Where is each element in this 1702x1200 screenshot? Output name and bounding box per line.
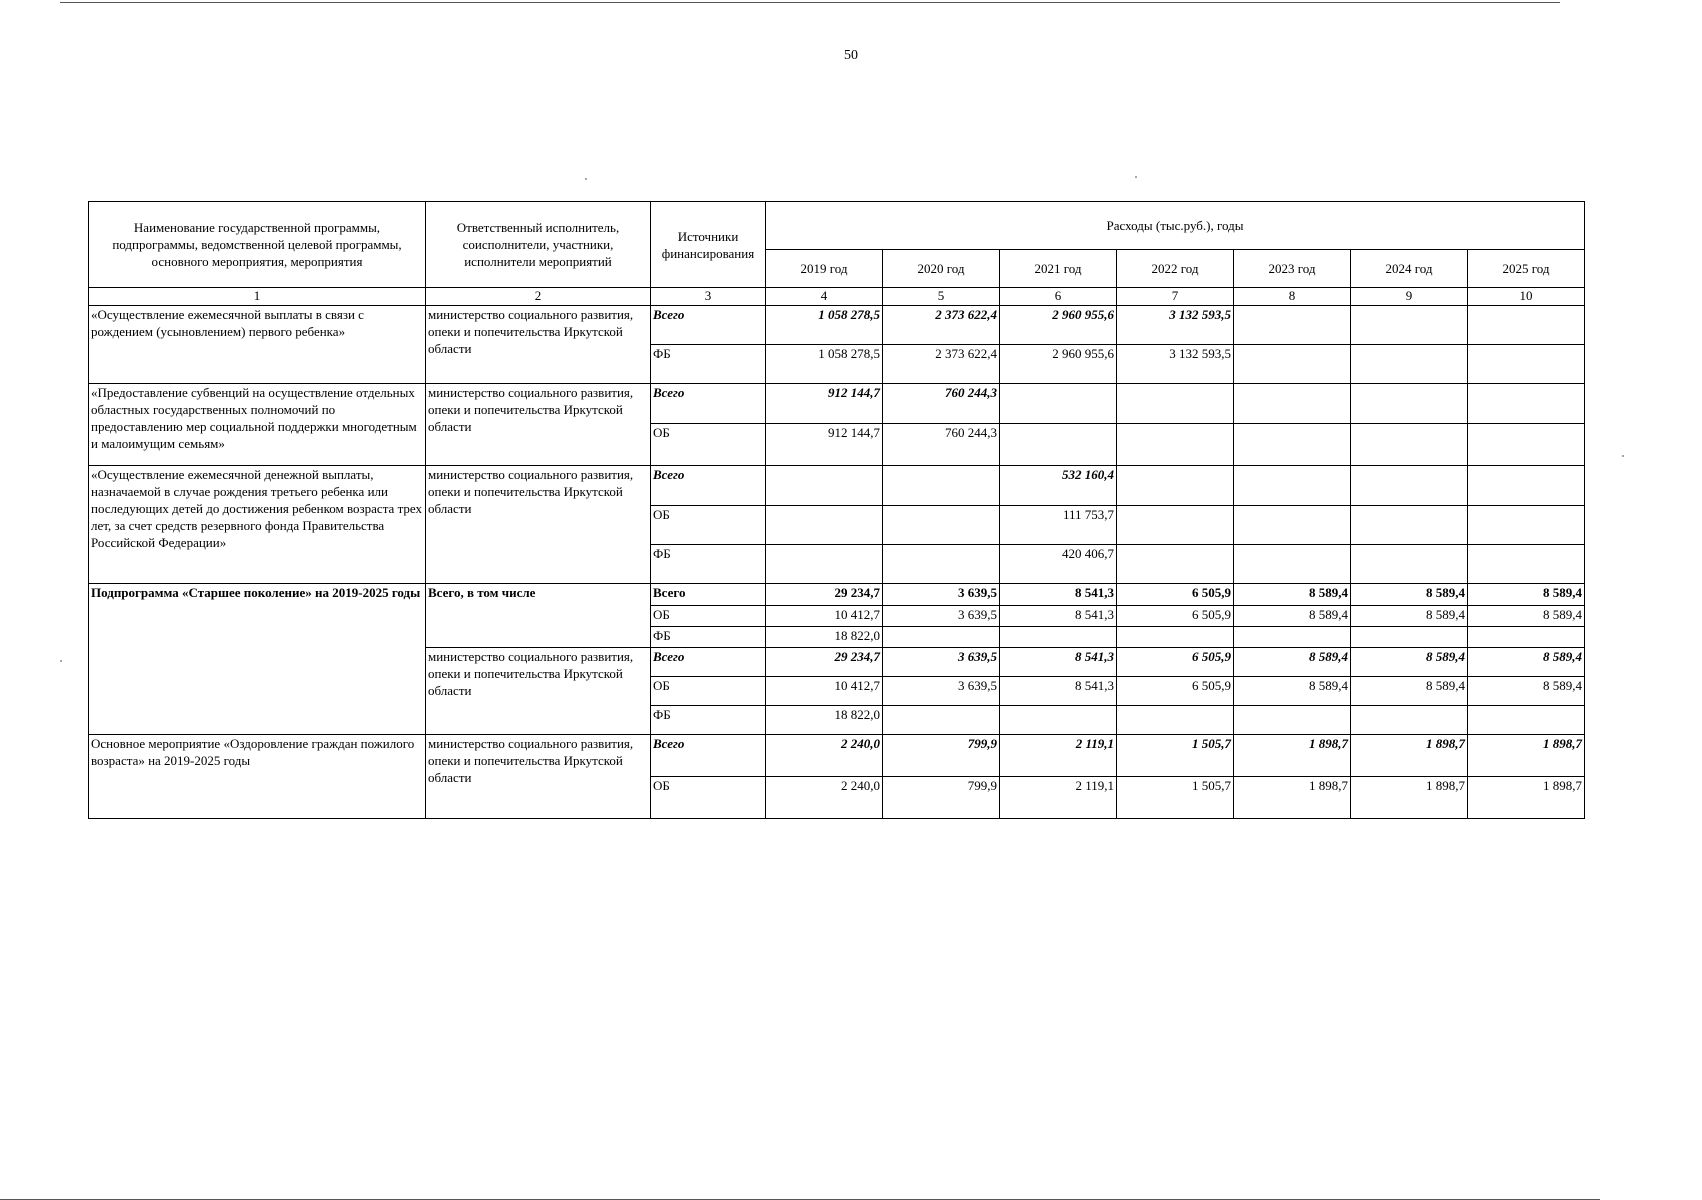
value-cell: 8 589,4 xyxy=(1234,606,1351,627)
value-cell: 532 160,4 xyxy=(1000,466,1117,506)
value-cell: 8 541,3 xyxy=(1000,648,1117,677)
scan-speck xyxy=(1622,455,1624,457)
value-cell xyxy=(1000,384,1117,424)
value-cell xyxy=(1234,424,1351,466)
value-cell: 6 505,9 xyxy=(1117,584,1234,606)
col-number: 5 xyxy=(883,288,1000,306)
value-cell xyxy=(1468,506,1585,545)
activity-name: «Осуществление ежемесячной выплаты в связи с рождением (усыновлением) первого ребенка» xyxy=(89,306,426,384)
value-cell: 8 589,4 xyxy=(1351,584,1468,606)
value-cell: 420 406,7 xyxy=(1000,545,1117,584)
source: ФБ xyxy=(651,706,766,735)
value-cell: 18 822,0 xyxy=(766,627,883,648)
header-year: 2024 год xyxy=(1351,250,1468,288)
subprogram-name: Подпрограмма «Старшее поколение» на 2019-2025 годы xyxy=(89,584,426,735)
value-cell: 3 132 593,5 xyxy=(1117,306,1234,345)
value-cell: 2 960 955,6 xyxy=(1000,306,1117,345)
source: ФБ xyxy=(651,627,766,648)
value-cell: 3 132 593,5 xyxy=(1117,345,1234,384)
value-cell xyxy=(1234,306,1351,345)
value-cell: 29 234,7 xyxy=(766,584,883,606)
source: Всего xyxy=(651,466,766,506)
value-cell xyxy=(1468,706,1585,735)
value-cell: 2 373 622,4 xyxy=(883,306,1000,345)
executor: министерство социального развития, опеки и попечительства Иркутской области xyxy=(426,648,651,735)
col-number: 10 xyxy=(1468,288,1585,306)
value-cell xyxy=(1117,545,1234,584)
scan-speck xyxy=(60,660,62,662)
source: ОБ xyxy=(651,424,766,466)
col-number: 1 xyxy=(89,288,426,306)
value-cell xyxy=(1117,384,1234,424)
value-cell: 6 505,9 xyxy=(1117,677,1234,706)
header-executor: Ответственный исполнитель, соисполнители, участники, исполнители мероприятий xyxy=(426,202,651,288)
value-cell xyxy=(1234,627,1351,648)
source: Всего xyxy=(651,735,766,777)
value-cell xyxy=(1234,384,1351,424)
value-cell: 8 541,3 xyxy=(1000,677,1117,706)
col-number: 6 xyxy=(1000,288,1117,306)
value-cell: 8 589,4 xyxy=(1468,648,1585,677)
value-cell: 6 505,9 xyxy=(1117,648,1234,677)
scan-speck xyxy=(1135,176,1137,178)
value-cell: 8 589,4 xyxy=(1468,677,1585,706)
executor: министерство социального развития, опеки и попечительства Иркутской области xyxy=(426,735,651,819)
value-cell: 29 234,7 xyxy=(766,648,883,677)
value-cell xyxy=(1234,706,1351,735)
value-cell: 8 589,4 xyxy=(1351,677,1468,706)
table-row xyxy=(89,306,1585,345)
expenses-table xyxy=(88,201,1585,819)
value-cell: 18 822,0 xyxy=(766,706,883,735)
value-cell xyxy=(1117,706,1234,735)
value-cell xyxy=(1468,345,1585,384)
col-number: 8 xyxy=(1234,288,1351,306)
value-cell: 912 144,7 xyxy=(766,424,883,466)
source: Всего xyxy=(651,648,766,677)
header-source: Источники финансирования xyxy=(651,202,766,288)
value-cell: 799,9 xyxy=(883,777,1000,819)
value-cell xyxy=(1234,506,1351,545)
table-row xyxy=(89,466,1585,506)
value-cell xyxy=(1234,345,1351,384)
source: Всего xyxy=(651,306,766,345)
column-numbers-row xyxy=(89,288,1585,306)
scan-speck xyxy=(585,178,587,180)
col-number: 3 xyxy=(651,288,766,306)
value-cell: 1 505,7 xyxy=(1117,777,1234,819)
value-cell: 111 753,7 xyxy=(1000,506,1117,545)
value-cell xyxy=(766,545,883,584)
value-cell: 1 898,7 xyxy=(1468,735,1585,777)
value-cell xyxy=(1351,506,1468,545)
value-cell: 8 589,4 xyxy=(1234,648,1351,677)
value-cell xyxy=(1000,706,1117,735)
source: ОБ xyxy=(651,606,766,627)
header-year: 2020 год xyxy=(883,250,1000,288)
value-cell: 2 240,0 xyxy=(766,777,883,819)
col-number: 9 xyxy=(1351,288,1468,306)
executor-total: Всего, в том числе xyxy=(426,584,651,648)
executor: министерство социального развития, опеки и попечительства Иркутской области xyxy=(426,306,651,384)
value-cell xyxy=(1468,424,1585,466)
value-cell: 912 144,7 xyxy=(766,384,883,424)
value-cell: 1 058 278,5 xyxy=(766,306,883,345)
value-cell xyxy=(1351,345,1468,384)
value-cell xyxy=(1468,545,1585,584)
value-cell xyxy=(1234,466,1351,506)
table-row xyxy=(89,584,1585,606)
table-row xyxy=(89,735,1585,777)
source: ОБ xyxy=(651,506,766,545)
value-cell xyxy=(1000,627,1117,648)
header-name: Наименование государственной программы, подпрограммы, ведомственной целевой программы, основного мероприятия, мероприятия xyxy=(89,202,426,288)
value-cell xyxy=(1117,424,1234,466)
value-cell: 3 639,5 xyxy=(883,677,1000,706)
value-cell: 799,9 xyxy=(883,735,1000,777)
value-cell: 8 589,4 xyxy=(1468,584,1585,606)
source: Всего xyxy=(651,584,766,606)
value-cell xyxy=(1351,706,1468,735)
value-cell xyxy=(883,506,1000,545)
value-cell: 3 639,5 xyxy=(883,648,1000,677)
value-cell xyxy=(883,706,1000,735)
activity-name: Основное мероприятие «Оздоровление граждан пожилого возраста» на 2019-2025 годы xyxy=(89,735,426,819)
executor: министерство социального развития, опеки и попечительства Иркутской области xyxy=(426,466,651,584)
value-cell: 2 373 622,4 xyxy=(883,345,1000,384)
activity-name: «Осуществление ежемесячной денежной выплаты, назначаемой в случае рождения третьего ребенка или последующих детей до достижения ребенком возраста трех лет, за счет средств резервного фонда Правительства Российской Федерации» xyxy=(89,466,426,584)
source: ФБ xyxy=(651,545,766,584)
value-cell: 2 960 955,6 xyxy=(1000,345,1117,384)
header-year: 2022 год xyxy=(1117,250,1234,288)
value-cell xyxy=(1468,466,1585,506)
value-cell xyxy=(766,466,883,506)
value-cell: 1 898,7 xyxy=(1234,777,1351,819)
value-cell: 1 898,7 xyxy=(1351,735,1468,777)
header-expenses: Расходы (тыс.руб.), годы xyxy=(766,202,1585,250)
value-cell xyxy=(1117,466,1234,506)
value-cell xyxy=(1351,466,1468,506)
header-year: 2019 год xyxy=(766,250,883,288)
value-cell: 760 244,3 xyxy=(883,384,1000,424)
header-year: 2021 год xyxy=(1000,250,1117,288)
value-cell xyxy=(1117,627,1234,648)
table-row xyxy=(89,384,1585,424)
value-cell xyxy=(1351,627,1468,648)
value-cell: 6 505,9 xyxy=(1117,606,1234,627)
value-cell: 1 058 278,5 xyxy=(766,345,883,384)
value-cell xyxy=(1468,627,1585,648)
value-cell: 8 589,4 xyxy=(1351,648,1468,677)
source: ОБ xyxy=(651,677,766,706)
value-cell: 2 240,0 xyxy=(766,735,883,777)
value-cell: 2 119,1 xyxy=(1000,735,1117,777)
value-cell xyxy=(1351,545,1468,584)
value-cell: 1 898,7 xyxy=(1234,735,1351,777)
value-cell xyxy=(1351,424,1468,466)
value-cell xyxy=(1000,424,1117,466)
value-cell: 8 589,4 xyxy=(1468,606,1585,627)
value-cell xyxy=(883,545,1000,584)
value-cell: 2 119,1 xyxy=(1000,777,1117,819)
header-year: 2025 год xyxy=(1468,250,1585,288)
value-cell xyxy=(1468,384,1585,424)
value-cell xyxy=(1234,545,1351,584)
value-cell: 3 639,5 xyxy=(883,584,1000,606)
source: ФБ xyxy=(651,345,766,384)
col-number: 4 xyxy=(766,288,883,306)
value-cell: 8 589,4 xyxy=(1351,606,1468,627)
value-cell: 8 541,3 xyxy=(1000,584,1117,606)
executor: министерство социального развития, опеки и попечительства Иркутской области xyxy=(426,384,651,466)
value-cell xyxy=(1351,384,1468,424)
page-number: 50 xyxy=(844,48,858,63)
value-cell: 10 412,7 xyxy=(766,606,883,627)
value-cell: 10 412,7 xyxy=(766,677,883,706)
header-year: 2023 год xyxy=(1234,250,1351,288)
value-cell: 8 589,4 xyxy=(1234,677,1351,706)
value-cell xyxy=(766,506,883,545)
value-cell: 8 541,3 xyxy=(1000,606,1117,627)
activity-name: «Предоставление субвенций на осуществление отдельных областных государственных полномочий по предоставлению мер социальной поддержки многодетным и малоимущим семьям» xyxy=(89,384,426,466)
scan-border-top xyxy=(60,2,1560,3)
source: Всего xyxy=(651,384,766,424)
value-cell xyxy=(883,466,1000,506)
value-cell: 3 639,5 xyxy=(883,606,1000,627)
value-cell: 760 244,3 xyxy=(883,424,1000,466)
value-cell xyxy=(1117,506,1234,545)
value-cell xyxy=(883,627,1000,648)
col-number: 7 xyxy=(1117,288,1234,306)
value-cell xyxy=(1351,306,1468,345)
source: ОБ xyxy=(651,777,766,819)
value-cell: 1 898,7 xyxy=(1468,777,1585,819)
value-cell: 1 505,7 xyxy=(1117,735,1234,777)
value-cell: 8 589,4 xyxy=(1234,584,1351,606)
col-number: 2 xyxy=(426,288,651,306)
value-cell xyxy=(1468,306,1585,345)
value-cell: 1 898,7 xyxy=(1351,777,1468,819)
